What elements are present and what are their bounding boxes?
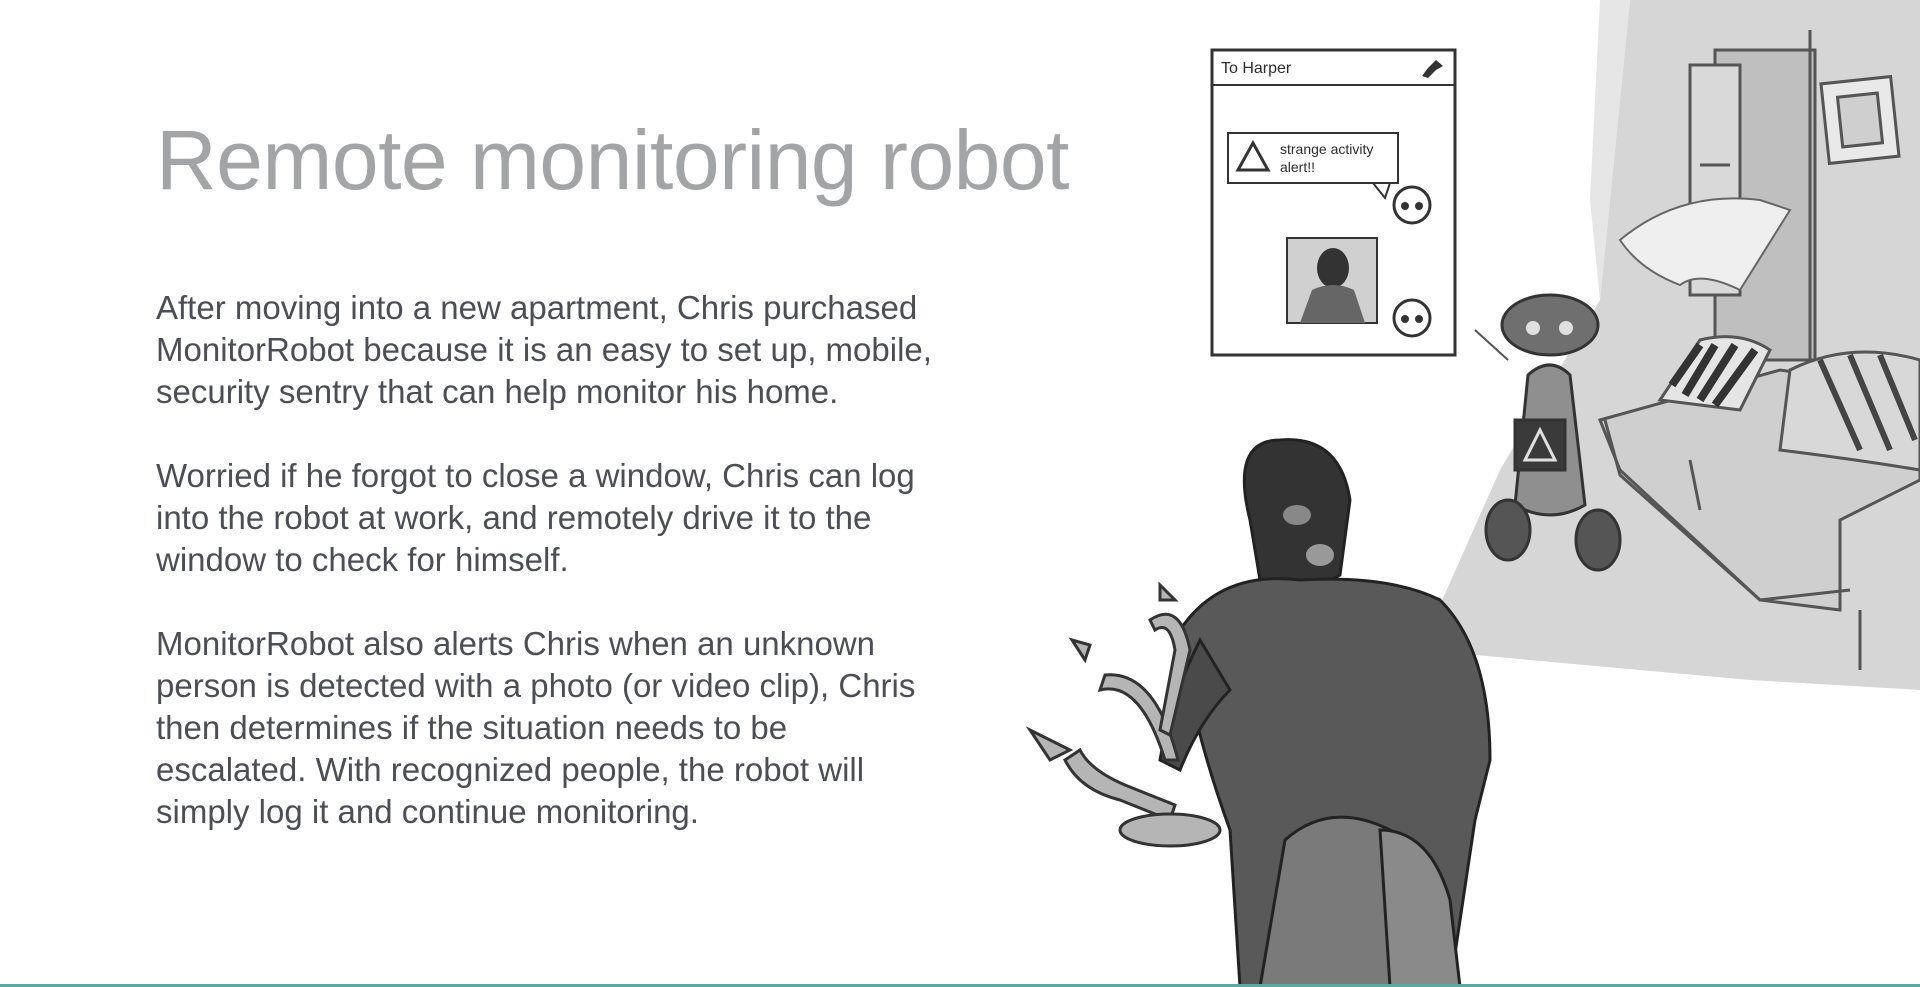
paragraph-window-check: Worried if he forgot to close a window, Chris can log into the robot at work, and remotely drive it to the window to check for himself. bbox=[156, 457, 915, 578]
phone-screen bbox=[1212, 50, 1455, 355]
slide-title: Remote monitoring robot bbox=[156, 113, 1069, 207]
phone-recipient: To Harper bbox=[1221, 60, 1292, 77]
alert-message: strange activity alert!! bbox=[1280, 141, 1374, 175]
wall-picture bbox=[1821, 77, 1899, 164]
paragraph-intro: After moving into a new apartment, Chris purchased MonitorRobot because it is an easy to set up, mobile, security sentry that can help monitor his home. bbox=[156, 289, 932, 410]
paragraph-alerts: MonitorRobot also alerts Chris when an unknown person is detected with a photo (or video clip), Chris then determines if the situation needs to be escalated. With recognized people, the robot will simply log it and continue monitoring. bbox=[156, 625, 916, 830]
burglar-figure bbox=[1160, 440, 1490, 987]
